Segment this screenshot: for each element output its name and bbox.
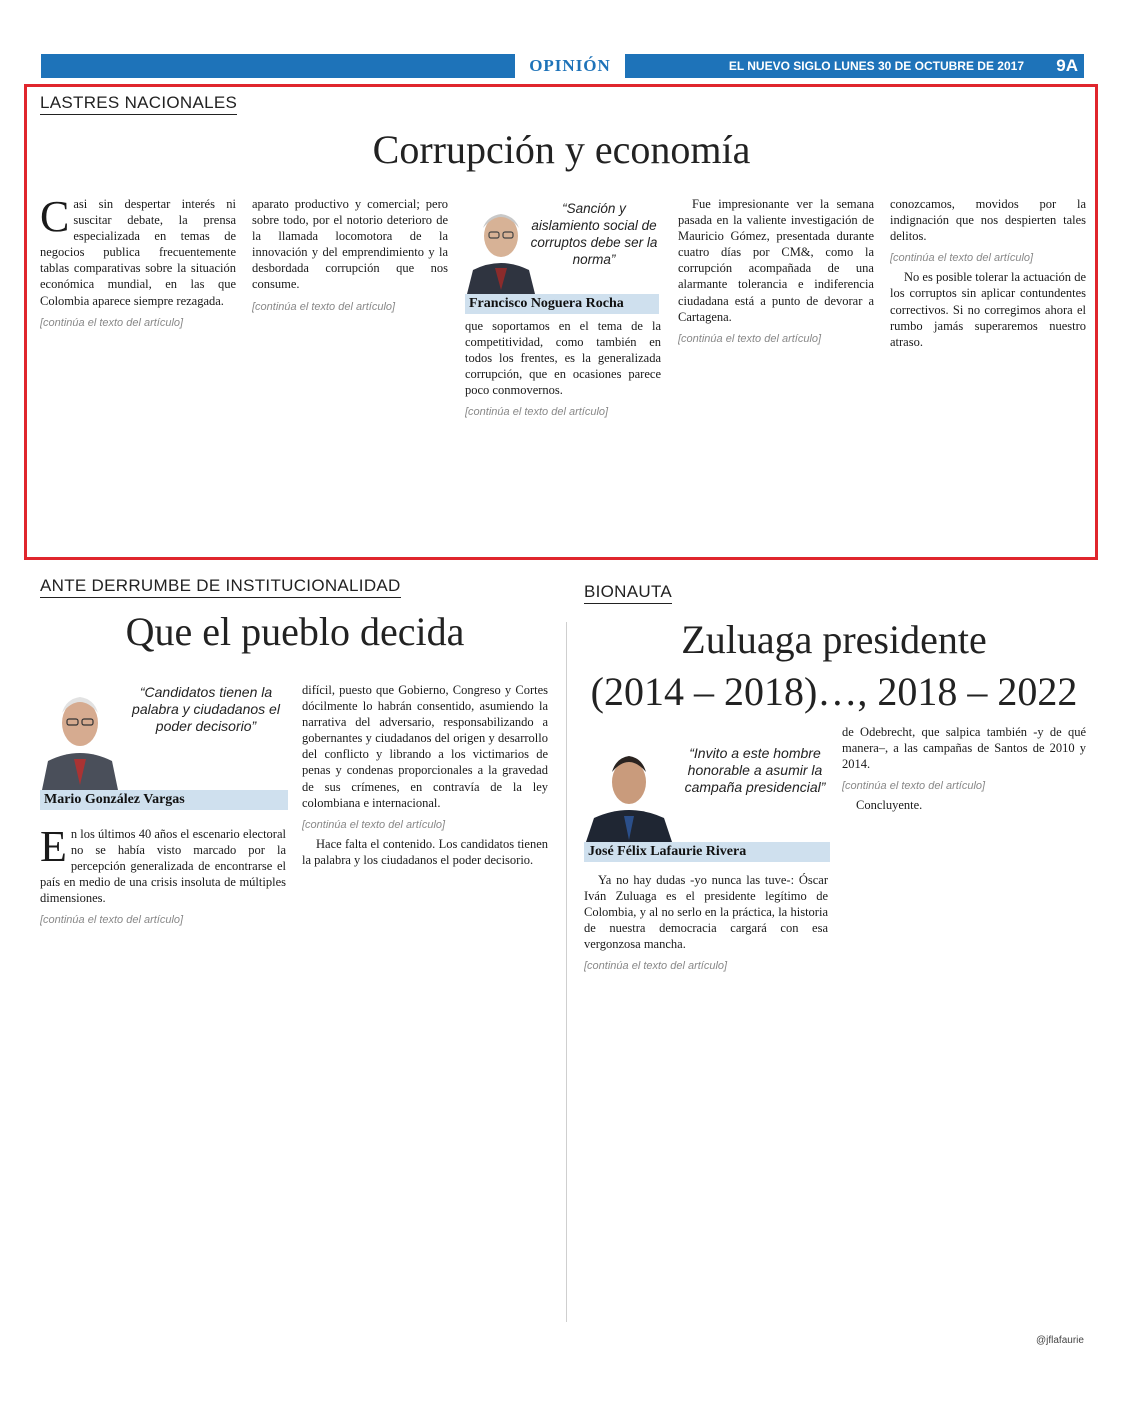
column-divider: [566, 622, 567, 1322]
article1-dropcap: C: [40, 196, 70, 241]
article3-pull-quote: “Invito a este hombre honorable a asumir la campaña presidencial”: [684, 745, 826, 795]
page-number: 9A: [1056, 56, 1078, 75]
article2-title: Que el pueblo decida: [125, 609, 465, 654]
article2-byline: Mario González Vargas: [40, 790, 288, 810]
article1-pull-quote: “Sanción y aislamiento social de corruptos debe ser la norma”: [530, 201, 658, 267]
author-twitter-handle: @jflafaurie: [1036, 1335, 1084, 1346]
article2-column-1: En los últimos 40 años el escenario electoral no se había visto marcado por la percepción generalizada de encontrarse el país en medio de una crisis insoluta de múltiples dimensiones. [continúa el texto del artículo]: [40, 826, 286, 927]
article3-column-1: Ya no hay dudas -yo nunca las tuve-: Óscar Iván Zuluaga es el presidente legítimo de Colombia, y al no serlo en la práctica, la historia de nuestra democracia cargará con esa vergonzosa mancha. [continúa el texto del artículo]: [584, 873, 828, 973]
article1-title: Corrupción y economía: [372, 127, 751, 172]
article2-kicker: ANTE DERRUMBE DE INSTITUCIONALIDAD: [40, 576, 401, 598]
author-photo: [584, 740, 674, 842]
article3-column-2: de Odebrecht, que salpica también -y de qué manera–, a las campañas de Santos de 2010 y 2014. [continúa el texto del artículo] Concluyente.: [842, 725, 1086, 813]
article3-byline: José Félix Lafaurie Rivera: [584, 842, 830, 862]
article1-column-5: conozcamos, movidos por la indignación que nos despierten tales delitos. [continúa el texto del artículo] No es posible tolerar la actuación de los corruptos sin aplicar contundentes correctivos. Si no corregimos ahora el rumbo jamás superaremos nuestro atraso.: [890, 197, 1086, 349]
section-label: OPINIÓN: [515, 54, 625, 78]
article2-dropcap: E: [40, 826, 67, 871]
article3-kicker: BIONAUTA: [584, 582, 672, 604]
article1-column-4: Fue impresionante ver la semana pasada en la valiente investigación de Mauricio Gómez, presentada durante cuatro días por CM&, como la corrupción acompañada de una alarmante tolerancia e indiferencia ciudadana está a punto de devorar a Cartagena. [continúa el texto del artículo]: [678, 197, 874, 345]
article3-title-line1: Zuluaga presidente: [681, 617, 987, 662]
author-photo: [40, 675, 120, 790]
article1-byline: Francisco Noguera Rocha: [465, 294, 659, 314]
section-header-bar: [41, 54, 1084, 78]
article3-title-line2: (2014 – 2018)…, 2018 – 2022: [590, 669, 1078, 714]
newspaper-date: EL NUEVO SIGLO LUNES 30 DE OCTUBRE DE 2017: [728, 59, 1024, 73]
article1-column-1: Casi sin despertar interés ni suscitar debate, la prensa especializada en temas de negocios publica frecuentemente tablas comparativas sobre la situación económica mundial, en las que Colombia aparece siempre rezagada. [continúa el texto del artículo]: [40, 196, 236, 329]
author-photo: [465, 194, 537, 294]
article1-column-3: que soportamos en el tema de la competitividad, como también en todos los frentes, es la generalizada corrupción, que en ocasiones parece poco conmovernos. [continúa el texto del artículo]: [465, 319, 661, 419]
article1-column-2: aparato productivo y comercial; pero sobre todo, por el notorio deterioro de la llamada locomotora de la innovación y del emprendimiento y la desbordada corrupción que nos consume. [continúa el texto del artículo]: [252, 197, 448, 313]
article1-kicker: LASTRES NACIONALES: [40, 93, 237, 115]
article2-column-2: difícil, puesto que Gobierno, Congreso y Cortes dócilmente lo habrán consentido, asumiendo la narrativa del adversario, responsabilizando a gobernantes y ciudadanos del origen y desarrollo del conflicto y librando a los victimarios de penas y condenas proporcionales a la gravedad de sus crímenes, en contravía de la ley colombiana e internacional. [continúa el texto del artículo] Hace falta el contenido. Los candidatos tienen la palabra y los ciudadanos el poder decisorio.: [302, 683, 548, 867]
article2-pull-quote: “Candidatos tienen la palabra y ciudadanos el poder decisorio”: [132, 684, 280, 734]
